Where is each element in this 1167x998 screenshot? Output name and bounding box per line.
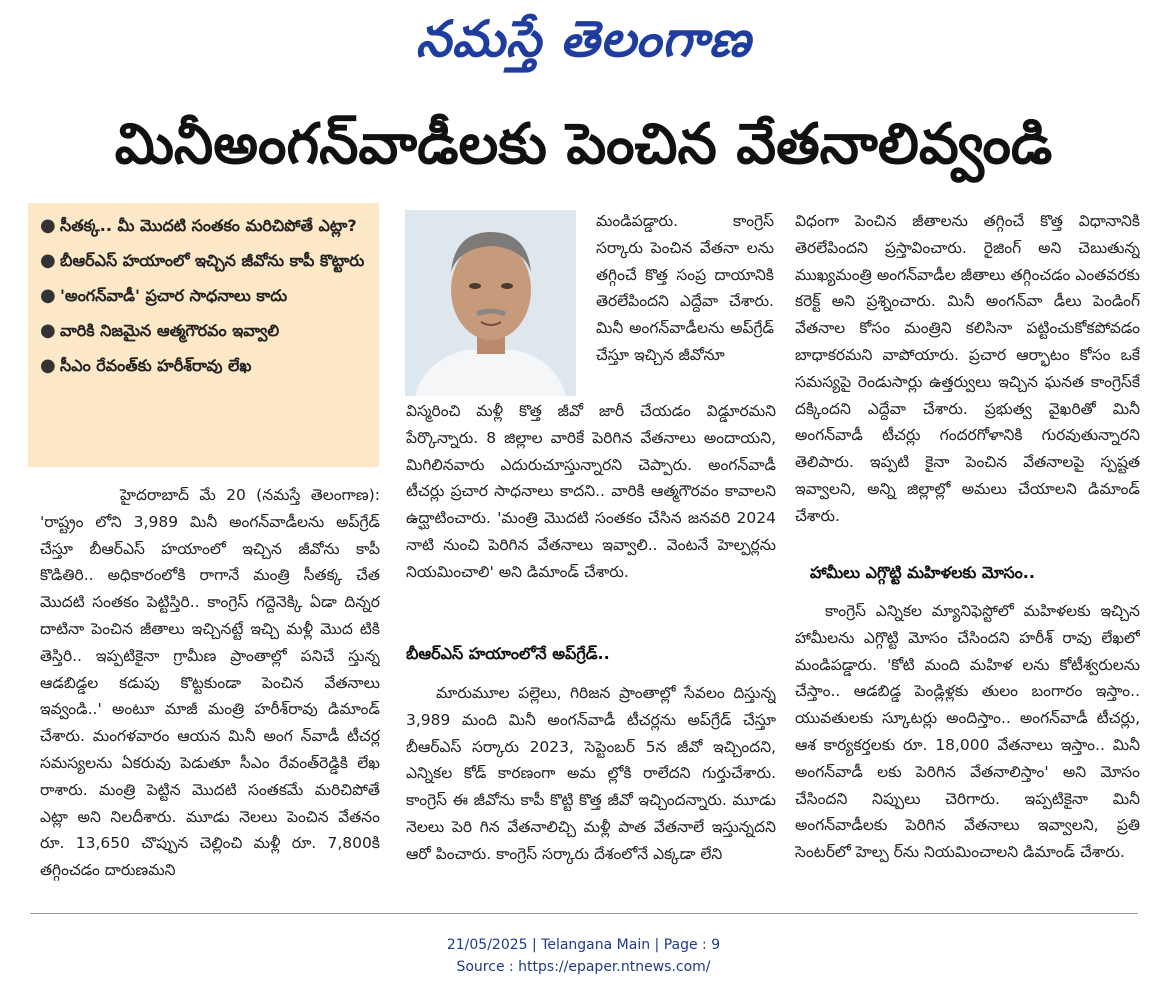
article-column-2-bottom [406,680,776,902]
headline: మినీఅంగన్‌వాడీలకు పెంచిన వేతనాలివ్వండి [114,112,1053,177]
highlight-item [40,248,369,273]
article-paragraph: మండిపడ్డారు. కాంగ్రెస్ సర్కారు పెంచిన వేతనా లను తగ్గించే కొత్త సంప్ర దాయానికి తెరలేపిందని ఎద్దేవా చేశారు. మినీ అంగన్‌వాడీలను అప్‌గ్రేడ్ చేస్తూ ఇచ్చిన జీవోనూ [596,212,774,364]
highlight-text: బీఆర్‌ఎస్ హయాంలో ఇచ్చిన జీవోను కాపీ కొట్టారు [60,251,365,270]
highlight-item [40,283,369,308]
bullet-icon: ● [40,320,56,341]
highlight-item [40,353,369,378]
article-column-1 [40,482,380,902]
highlight-text: సీతక్క.. మీ మొదటి సంతకం మరిచిపోతే ఎట్లా? [60,216,357,235]
article-paragraph: హైదరాబాద్ మే 20 (నమస్తే తెలంగాణ): 'రాష్ట్రం లోని 3,989 మినీ అంగన్‌వాడీలను అప్‌గ్రేడ్ చేస్తూ బీఆర్‌ఎస్ హయాంలో ఇచ్చిన జీవోను కాపీ కొడితిరి.. అధికారంలోకి రాగానే మంత్రి సీతక్క చేత మొదటి సంతకం పెట్టిస్తిరి.. కాంగ్రెస్ గద్దెనెక్కి ఏడా దిన్నర దాటినా పెంచిన జీతాలు ఇచ్చినట్టే ఇచ్చి మళ్లీ మొద టికి తెస్తిరి.. ఇప్పటికైనా గ్రామీణ ప్రాంతాల్లో పనిచే స్తున్న ఆడబిడ్డల కడుపు కొట్టకుండా పెంచిన వేతనాలు ఇవ్వండి..' అంటూ మాజీ మంత్రి హరీశ్‌రావు డిమాండ్ చేశారు. మంగళవారం ఆయన మినీ అంగ న్‌వాడీ టీచర్ల సమస్యలను ఏకరువు పెడుతూ సీఎం రేవంత్‌రెడ్డికి లేఖ రాశారు. మంత్రి పెట్టిన మొదటి సంతకమే మరిచిపోతే ఎట్లా అని నిలదీశారు. మూడు నెలలు పెంచిన వేతనం రూ. 13,650 చొప్పున చెల్లించి మళ్లీ రూ. 7,800కి తగ్గించడం దారుణమని [40,486,380,880]
masthead [0,2,1167,76]
subheading: హామీలు ఎగ్గొట్టి మహిళలకు మోసం.. [810,563,1035,582]
newspaper-logo: నమస్తే తెలంగాణ [415,10,752,68]
bullet-icon: ● [40,285,56,306]
highlight-text: 'అంగన్‌వాడీ' ప్రచార సాధనాలు కాదు [60,286,288,305]
article-column-3-top [795,208,1140,548]
article-paragraph: విధంగా పెంచిన జీతాలను తగ్గించే కొత్త విధానానికి తెరలేపిందని ప్రస్తావించారు. రైజింగ్ అని చెబుతున్న ముఖ్యమంత్రి అంగన్‌వాడీల జీతాలు తగ్గించడం ఎంతవరకు కరెక్ట్ అని ప్రశ్నించారు. మినీ అంగన్‌వా డీలు పెండింగ్ వేతనాల కోసం మంత్రిని కలిసినా పట్టించుకోకపోవడం బాధాకరమని వాపోయారు. ప్రచార ఆర్భాటం కోసం ఒకే సమస్యపై రెండుసార్లు ఉత్తర్వులు ఇచ్చిన ఘనత కాంగ్రెస్‌కే దక్కిందని ఎద్దేవా చేశారు. ప్రభుత్వ వైఖరితో మినీ అంగన్‌వాడీ టీచర్లు గందరగోళానికి గురవుతున్నారని తెలిపారు. ఇప్పటి కైనా పెంచిన వేతనాలపై స్పష్టత ఇవ్వాలని, అన్ని జిల్లాల్లో అమలు చేయాలని డిమాండ్ చేశారు. [795,212,1140,525]
article-column-3-bottom [795,598,1140,902]
footer-date-page: 21/05/2025 | Telangana Main | Page : 9 [446,937,721,953]
bullet-icon: ● [40,250,56,271]
bullet-icon: ● [40,355,56,376]
portrait-image [405,210,576,396]
footer [0,934,1167,978]
highlights-box [28,203,379,467]
portrait-photo [405,210,576,396]
footer-source-link[interactable]: Source : https://epaper.ntnews.com/ [456,959,711,975]
divider [30,913,1138,914]
article-paragraph: మారుమూల పల్లెలు, గిరిజన ప్రాంతాల్లో సేవలం దిస్తున్న 3,989 మంది మినీ అంగన్‌వాడీ టీచర్లను అప్‌గ్రేడ్ చేస్తూ బీఆర్‌ఎస్ సర్కారు 2023, సెప్టెంబర్ 5న జీవో ఇచ్చిందని, ఎన్నికల కోడ్ కారణంగా అమ ల్లోకి రాలేదని గుర్తుచేశారు. కాంగ్రెస్ ఈ జీవోను కాపీ కొట్టి కొత్త జీవో ఇచ్చిందన్నారు. మూడు నెలలు పెరి గిన వేతనాలిచ్చి మళ్లీ పాత వేతనాలే ఇస్తున్నదని ఆరో పించారు. కాంగ్రెస్ సర్కారు దేశంలోనే ఎక్కడా లేని [406,684,776,863]
article-paragraph: కాంగ్రెస్ ఎన్నికల మ్యానిఫెస్టోలో మహిళలకు ఇచ్చిన హామీలను ఎగ్గొట్టి మోసం చేసిందని హరీశ్ రావు లేఖలో మండిపడ్డారు. 'కోటి మంది మహిళ లను కోటీశ్వరులను చేస్తాం.. ఆడబిడ్డ పెండ్లిళ్లకు తులం బంగారం ఇస్తాం.. యువతులకు స్కూటర్లు అందిస్తాం.. అంగన్‌వాడీ టీచర్లు, ఆశ కార్యకర్తలకు రూ. 18,000 వేతనాలు ఇస్తాం.. మినీ అంగన్‌వాడీ లకు పెరిగిన వేతనాలిస్తాం' అని మోసం చేసిందని నిప్పులు చెరిగారు. ఇప్పటికైనా మినీ అంగన్‌వాడీలకు పెరిగిన వేతనాలు ఇవ్వాలని, ప్రతి సెంటర్‌లో హెల్ప ర్‌ను నియమించాలని డిమాండ్ చేశారు. [795,602,1140,862]
article-column-2-top [596,208,774,398]
highlight-item [40,318,369,343]
highlight-item [40,213,369,238]
highlight-text: వారికి నిజమైన ఆత్మగౌరవం ఇవ్వాలి [60,321,280,340]
subheading: బీఆర్‌ఎస్ హయాంలోనే అప్‌గ్రేడ్.. [406,644,610,663]
bullet-icon: ● [40,215,56,236]
highlight-text: సీఎం రేవంత్‌కు హరీశ్‌రావు లేఖ [60,356,252,375]
article-column-2-middle [406,398,776,630]
article-paragraph: విస్మరించి మళ్లీ కొత్త జీవో జారీ చేయడం విడ్డూరమని పేర్కొన్నారు. 8 జిల్లాల వారికే పెరిగిన వేతనాలు అందాయని, మిగిలినవారు ఎదురుచూస్తున్నారని చెప్పారు. అంగన్‌వాడీ టీచర్లు ప్రచార సాధనాలు కాదని.. వారికి ఆత్మగౌరవం కావాలని ఉద్ఘాటించారు. 'మంత్రి మొదటి సంతకం చేసిన జనవరి 2024 నాటి నుంచి పెరిగిన వేతనాలు ఇవ్వాలి.. వెంటనే హెల్పర్లను నియమించాలి' అని డిమాండ్ చేశారు. [406,402,776,581]
